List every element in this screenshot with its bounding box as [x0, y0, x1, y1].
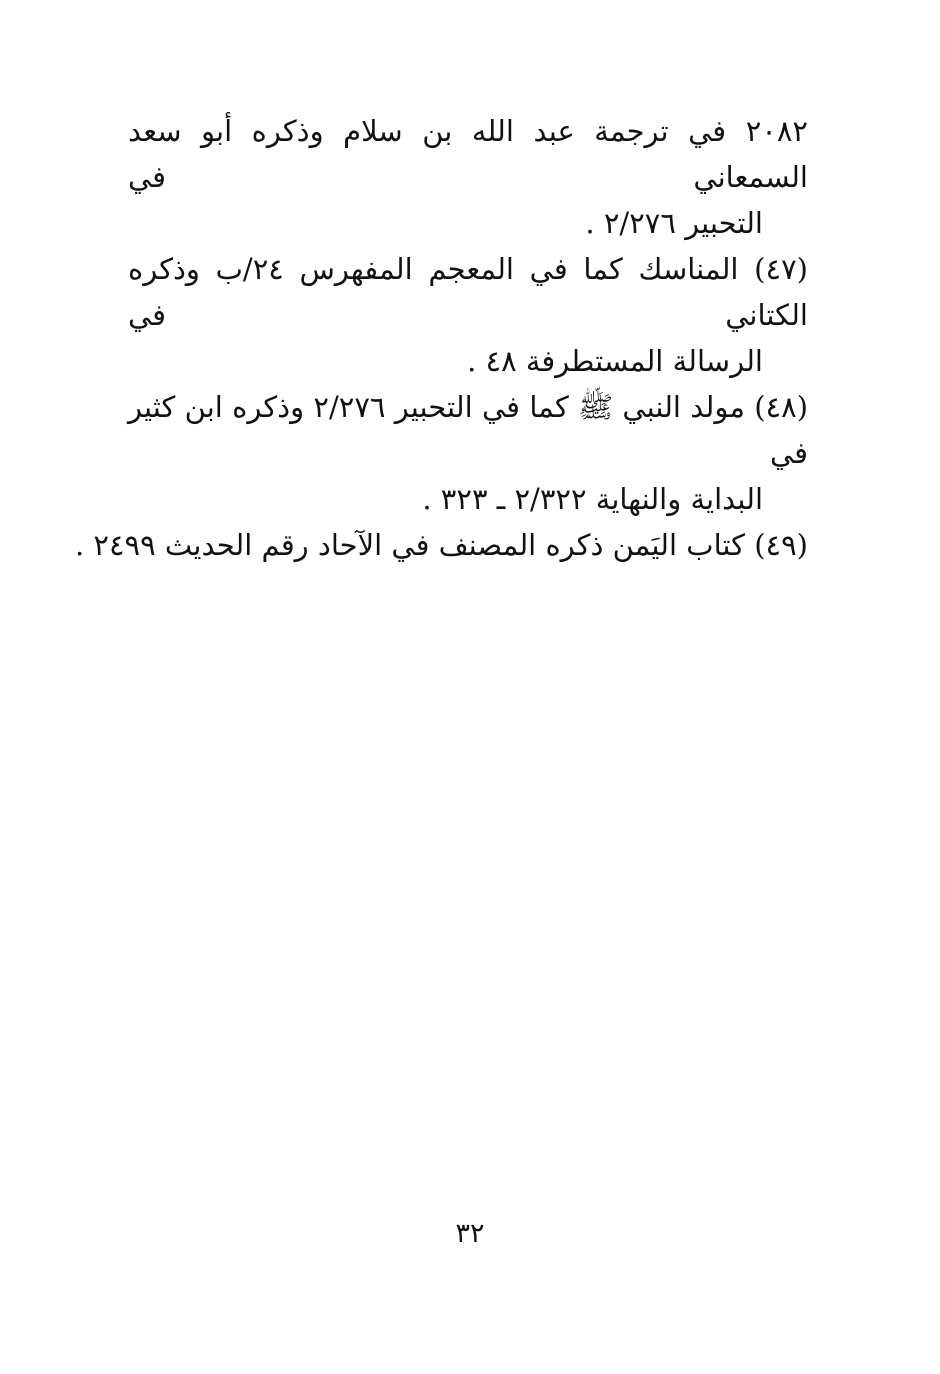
footnote-continuation	[128, 108, 808, 246]
footnote-line: (٤٨) مولد النبي ﷺ كما في التحبير ٢/٢٧٦ وذكره ابن كثير في	[128, 390, 809, 470]
footnote-47	[128, 246, 808, 384]
footnote-line: (٤٩) كتاب اليَمن ذكره المصنف في الآحاد رقم الحديث ٢٤٩٩ .	[74, 528, 808, 562]
footnote-49	[74, 522, 808, 568]
footnotes-block	[74, 108, 809, 568]
footnote-line: التحبير ٢/٢٧٦ .	[585, 206, 763, 240]
footnote-line: الرسالة المستطرفة ٤٨ .	[467, 344, 763, 378]
footnote-line: البداية والنهاية ٢/٣٢٢ ـ ٣٢٣ .	[422, 482, 763, 516]
footnote-line: (٤٧) المناسك كما في المعجم المفهرس ٢٤/ب وذكره الكتاني في	[128, 252, 808, 332]
footnote-line: ٢٠٨٢ في ترجمة عبد الله بن سلام وذكره أبو سعد السمعاني في	[128, 114, 808, 194]
page-number: ٣٢	[455, 1218, 485, 1249]
footnote-48	[128, 384, 808, 522]
